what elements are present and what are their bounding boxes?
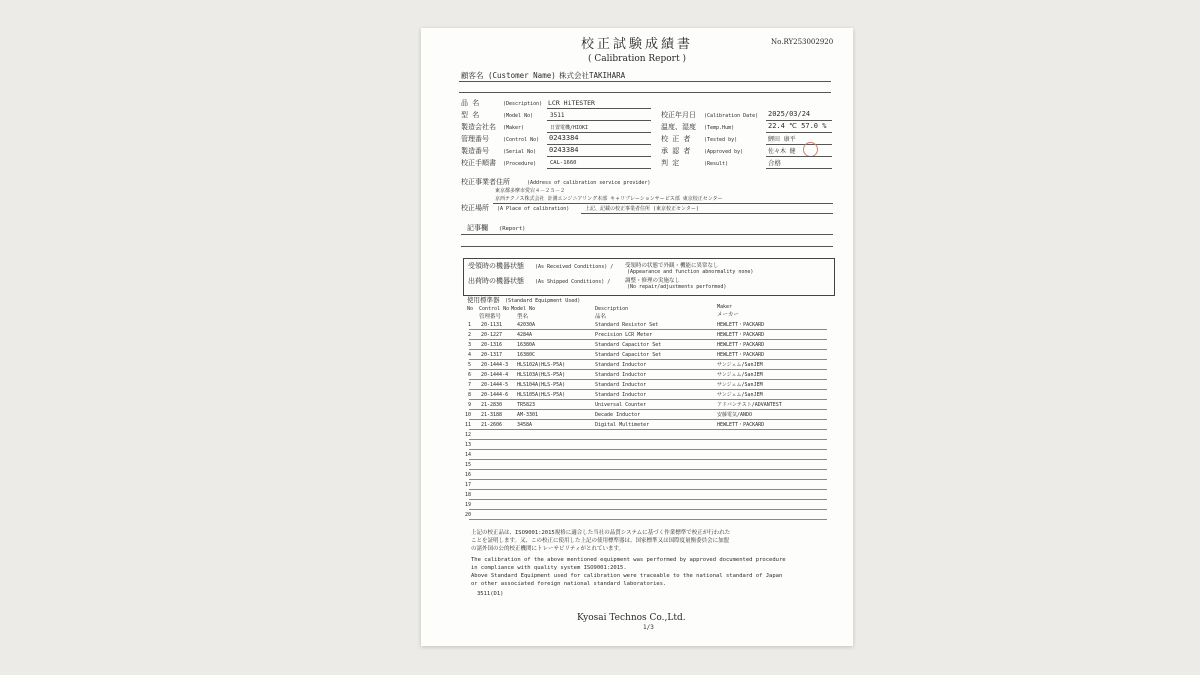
cell-model: 3458A (517, 422, 533, 428)
underline (547, 108, 651, 109)
cell-no: 17 (464, 482, 471, 488)
cell-description: Standard Capacitor Set (595, 342, 662, 348)
temp-hum-label-en: (Temp.Hum) (704, 125, 735, 131)
cell-maker: アドバンテスト/ADVANTEST (717, 402, 782, 408)
cell-model: 42030A (517, 322, 536, 328)
cell-control: 20-1444-6 (481, 392, 509, 398)
cell-no: 2 (467, 332, 471, 338)
cell-model: AM-3301 (517, 412, 539, 418)
serial-no-value: 0243384 (549, 146, 579, 154)
cell-description: Standard Inductor (595, 392, 647, 398)
customer-underline (459, 81, 831, 82)
control-no-label: 管理番号 (461, 135, 489, 143)
row-line (469, 389, 827, 390)
cell-description: Standard Inductor (595, 362, 647, 368)
row-line (469, 349, 827, 350)
cell-control: 20-1317 (481, 352, 503, 358)
underline (547, 156, 651, 157)
approved-by-label: 承 認 者 (661, 147, 691, 155)
cell-control: 21-3188 (481, 412, 503, 418)
document-title-en: ( Calibration Report ) (588, 54, 686, 64)
procedure-label-en: (Procedure) (503, 161, 537, 167)
result-value: 合格 (768, 159, 781, 167)
statement-en-3: Above Standard Equipment used for calibration were traceable to the national standard of Japan (471, 573, 783, 579)
cell-model: 16380A (517, 342, 536, 348)
col-desc-en: Description (595, 306, 629, 312)
cell-no: 4 (467, 352, 471, 358)
cell-maker: 安藤電気/ANDO (717, 412, 753, 418)
statement-en-1: The calibration of the above mentioned equipment was performed by approved documented procedure (471, 557, 786, 563)
row-line (469, 469, 827, 470)
page-number: 1/3 (643, 624, 654, 631)
model-value: 3511 (550, 112, 565, 119)
equipment-title: 使用標準器 (467, 296, 500, 304)
cell-no: 7 (467, 382, 471, 388)
cell-control: 20-1131 (481, 322, 503, 328)
cell-no: 19 (464, 502, 471, 508)
control-no-label-en: (Control No) (503, 137, 540, 143)
approved-by-label-en: (Approved by) (704, 149, 744, 155)
cell-control: 21-2830 (481, 402, 503, 408)
address-label-en: (Address of calibration service provider) (527, 180, 651, 186)
serial-no-label: 製造番号 (461, 147, 489, 155)
shipped-condition-value-en: (No repair/adjustments performed) (627, 284, 727, 290)
row-line (469, 369, 827, 370)
row-line (469, 329, 827, 330)
cell-description: Standard Capacitor Set (595, 352, 662, 358)
serial-no-label-en: (Serial No) (503, 149, 537, 155)
address-line-2: 京西テクノス株式会社 計測エンジニアリング本部 キャリブレーションサービス部 東京校正センター (495, 196, 723, 202)
report-line (461, 246, 833, 247)
approval-seal-icon (803, 142, 818, 157)
address-label: 校正事業者住所 (461, 178, 510, 186)
cell-no: 11 (464, 422, 471, 428)
description-label-en: (Description) (503, 101, 543, 107)
cell-maker: サンジェム/SanJEM (717, 382, 763, 388)
col-model-jp: 型名 (517, 314, 529, 320)
approved-by-value: 佐々木 健 (768, 148, 796, 155)
report-line (461, 234, 833, 235)
statement-jp-3: の諸外国の公的校正機関にトレーサビリティがとれています。 (471, 546, 625, 552)
underline (766, 156, 832, 157)
place-label: 校正場所 (461, 204, 489, 212)
received-condition-value-en: (Appearance and function abnormality none) (627, 269, 754, 275)
col-model-en: Model No (511, 306, 536, 312)
cell-no: 16 (464, 472, 471, 478)
result-label: 判 定 (661, 159, 680, 167)
shipped-condition-label-en: (As Shipped Conditions) / (535, 279, 611, 285)
cell-model: HLS104A(HLS-P5A) (517, 382, 566, 388)
row-line (469, 459, 827, 460)
cell-control: 20-1444-4 (481, 372, 509, 378)
cell-control: 21-2606 (481, 422, 503, 428)
cell-model: HLS105A(HLS-P5A) (517, 392, 566, 398)
report-label: 記事欄 (467, 224, 488, 232)
procedure-value: CAL-1660 (550, 160, 577, 166)
cell-no: 12 (464, 432, 471, 438)
model-label: 型 名 (461, 111, 480, 119)
cell-model: HLS102A(HLS-P5A) (517, 362, 566, 368)
cell-maker: HEWLETT・PACKARD (717, 342, 765, 348)
cell-description: Universal Counter (595, 402, 647, 408)
cell-no: 9 (467, 402, 471, 408)
cell-no: 1 (467, 322, 471, 328)
row-line (469, 509, 827, 510)
cell-no: 6 (467, 372, 471, 378)
cell-model: TR5823 (517, 402, 536, 408)
calibration-report-page (421, 28, 853, 646)
tested-by-label: 校 正 者 (661, 135, 691, 143)
place-label-en: (A Place of calibration) (497, 206, 570, 212)
cell-description: Digital Multimeter (595, 422, 650, 428)
cell-no: 13 (464, 442, 471, 448)
cal-date-label: 校正年月日 (661, 111, 696, 119)
report-label-en: (Report) (499, 226, 526, 232)
underline (547, 132, 651, 133)
cal-date-value: 2025/03/24 (768, 110, 811, 118)
row-line (469, 519, 827, 520)
underline (493, 203, 833, 204)
cell-description: Precision LCR Meter (595, 332, 653, 338)
col-maker-en: Maker (717, 304, 733, 310)
temp-hum-value: 22.4 ℃ 57.0 % (768, 122, 827, 130)
underline (766, 132, 832, 133)
statement-en-2: in compliance with quality system ISO9001:2015. (471, 565, 627, 571)
cell-no: 10 (464, 412, 471, 418)
underline (547, 120, 651, 121)
cell-model: HLS103A(HLS-P5A) (517, 372, 566, 378)
temp-hum-label: 温度、湿度 (661, 123, 696, 131)
underline (766, 144, 832, 145)
row-line (469, 379, 827, 380)
cell-description: Standard Inductor (595, 372, 647, 378)
row-line (469, 479, 827, 480)
received-condition-label-en: (As Received Conditions) / (535, 264, 614, 270)
customer-label: 顧客名 (Customer Name) (461, 71, 556, 80)
row-line (469, 409, 827, 410)
underline (766, 120, 832, 121)
cell-maker: サンジェム/SanJEM (717, 372, 763, 378)
cell-model: 16380C (517, 352, 536, 358)
cell-control: 20-1444-5 (481, 382, 509, 388)
cell-maker: HEWLETT・PACKARD (717, 422, 765, 428)
cell-no: 5 (467, 362, 471, 368)
description-value: LCR HiTESTER (548, 99, 595, 107)
cell-maker: サンジェム/SanJEM (717, 362, 763, 368)
statement-jp-2: ことを証明します。又、この校正に使用した上記の使用標準器は、国家標準又は国際度量衡委員会に加盟 (471, 538, 730, 544)
maker-value: 日置電機/HIOKI (550, 125, 589, 131)
cell-description: Standard Resistor Set (595, 322, 659, 328)
cell-control: 20-1316 (481, 342, 503, 348)
procedure-label: 校正手順書 (461, 159, 496, 167)
received-condition-label: 受領時の機器状態 (468, 262, 524, 270)
cell-description: Standard Inductor (595, 382, 647, 388)
control-no-value: 0243384 (549, 134, 579, 142)
document-title-jp: 校正試験成績書 (580, 37, 693, 52)
cell-model: 4284A (517, 332, 533, 338)
cell-description: Decade Inductor (595, 412, 641, 418)
cell-maker: HEWLETT・PACKARD (717, 322, 765, 328)
col-control-jp: 管理番号 (479, 314, 502, 320)
row-line (469, 489, 827, 490)
row-line (469, 429, 827, 430)
maker-label-en: (Maker) (503, 125, 525, 131)
tested-by-value: 鯉田 康平 (768, 136, 796, 143)
col-no: No (467, 306, 474, 312)
cell-control: 20-1444-3 (481, 362, 509, 368)
result-label-en: (Result) (704, 161, 729, 167)
received-condition-value: 受領時の状態で外観・機能に異常なし (625, 263, 719, 269)
shipped-condition-label: 出荷時の機器状態 (468, 277, 524, 285)
tested-by-label-en: (Tested by) (704, 137, 738, 143)
cell-maker: サンジェム/SanJEM (717, 392, 763, 398)
statement-en-4: or other associated foreign national standard laboratories. (471, 581, 667, 587)
row-line (469, 449, 827, 450)
cell-no: 14 (464, 452, 471, 458)
col-maker-jp: メーカー (717, 312, 739, 318)
customer-name: 株式会社TAKIHARA (559, 71, 626, 80)
underline (581, 213, 833, 214)
cell-control: 20-1227 (481, 332, 503, 338)
cell-maker: HEWLETT・PACKARD (717, 332, 765, 338)
cell-no: 8 (467, 392, 471, 398)
statement-jp-1: 上記の校正品は、ISO9001:2015規格に適合した当社の品質システムに基づく作業標準で校正が行われた (471, 530, 731, 536)
cal-date-label-en: (Calibration Date) (704, 113, 759, 119)
cell-no: 15 (464, 462, 471, 468)
cell-no: 20 (464, 512, 471, 518)
report-number: No.RY253002920 (771, 38, 834, 46)
row-line (469, 439, 827, 440)
row-line (469, 499, 827, 500)
place-value: 上記、記載の校正事業者住所 (東京校正センター) (585, 206, 699, 212)
equipment-title-en: (Standard Equipment Used) (505, 298, 581, 304)
company-name: Kyosai Technos Co.,Ltd. (577, 613, 686, 623)
row-line (469, 399, 827, 400)
cell-maker: HEWLETT・PACKARD (717, 352, 765, 358)
row-line (469, 339, 827, 340)
model-label-en: (Model No) (503, 113, 534, 119)
cell-no: 3 (467, 342, 471, 348)
col-control-en: Control No (479, 306, 510, 312)
maker-label: 製造会社名 (461, 123, 496, 131)
customer-underline-2 (459, 92, 831, 93)
shipped-condition-value: 調整・修理の実施なし (625, 278, 681, 284)
underline (766, 168, 832, 169)
description-label: 品 名 (461, 99, 480, 107)
underline (547, 168, 651, 169)
cell-no: 18 (464, 492, 471, 498)
underline (547, 144, 651, 145)
row-line (469, 419, 827, 420)
address-line-1: 東京都多摩市愛宕４－２５－２ (495, 188, 566, 194)
form-code: 3511(D1) (477, 591, 504, 597)
col-desc-jp: 品名 (595, 314, 607, 320)
row-line (469, 359, 827, 360)
